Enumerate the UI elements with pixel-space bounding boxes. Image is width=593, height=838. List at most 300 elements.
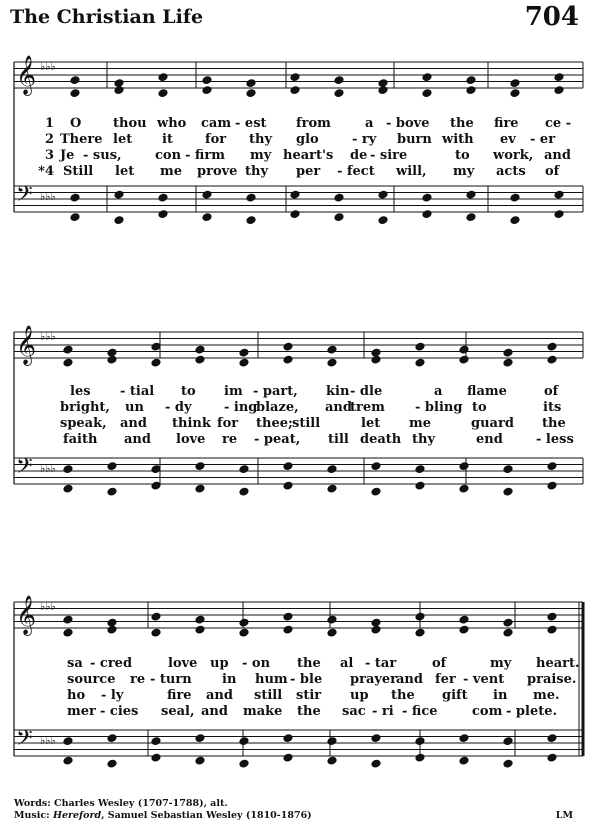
syllable: me xyxy=(160,164,183,179)
bass-note-head xyxy=(327,756,337,765)
alto-note-head xyxy=(547,355,557,364)
meter-label: LM xyxy=(555,810,573,821)
alto-note-head xyxy=(107,355,117,364)
syllable: who xyxy=(157,116,187,131)
alto-note-head xyxy=(63,358,73,367)
bass-note-head xyxy=(202,213,212,222)
syllable: end xyxy=(476,432,503,447)
alto-note-head xyxy=(107,625,117,634)
lyric-line-3-4 xyxy=(0,704,593,720)
syllable: There xyxy=(60,132,103,147)
tenor-note-head xyxy=(151,737,161,746)
syllable: - er xyxy=(530,132,556,147)
syllable: - cies xyxy=(100,704,139,719)
syllable: Je xyxy=(60,148,75,163)
syllable: thou xyxy=(113,116,147,131)
syllable: it xyxy=(162,132,173,147)
verse-number: 3 xyxy=(44,148,54,163)
alto-note-head xyxy=(459,355,469,364)
syllable: me. xyxy=(533,688,560,703)
syllable: up xyxy=(350,688,369,703)
lyric-line-2-1 xyxy=(0,384,593,400)
syllable: and xyxy=(201,704,228,719)
treble-note-head xyxy=(63,615,73,624)
treble-note-head xyxy=(415,342,425,351)
bass-note-head xyxy=(246,216,256,225)
syllable: gift xyxy=(442,688,468,703)
syllable: mer xyxy=(67,704,96,719)
alto-note-head xyxy=(415,358,425,367)
tenor-note-head xyxy=(503,737,513,746)
bass-note-head xyxy=(327,484,337,493)
syllable: with xyxy=(442,132,474,147)
treble-note-head xyxy=(283,612,293,621)
syllable: guard xyxy=(471,416,514,431)
syllable: cam xyxy=(201,116,232,131)
syllable: - ry xyxy=(352,132,377,147)
treble-note-head xyxy=(459,615,469,624)
syllable: love xyxy=(176,432,206,447)
bass-clef: 𝄢 xyxy=(16,726,33,756)
alto-note-head xyxy=(371,625,381,634)
syllable: - peat, xyxy=(254,432,301,447)
syllable: - bling xyxy=(415,400,463,415)
bass-clef: 𝄢 xyxy=(16,454,33,484)
treble-note-head xyxy=(510,79,520,88)
syllable: - fice xyxy=(402,704,438,719)
alto-note-head xyxy=(239,628,249,637)
bass-note-head xyxy=(63,484,73,493)
treble-note-head xyxy=(63,345,73,354)
bass-note-head xyxy=(195,484,205,493)
tenor-note-head xyxy=(114,190,124,199)
syllable: - less xyxy=(536,432,574,447)
bass-note-head xyxy=(63,756,73,765)
syllable: and xyxy=(396,672,423,687)
treble-note-head xyxy=(107,348,117,357)
syllable: stir xyxy=(296,688,322,703)
syllable: up xyxy=(210,656,229,671)
treble-note-head xyxy=(371,348,381,357)
bass-note-head xyxy=(415,481,425,490)
treble-note-head xyxy=(195,615,205,624)
syllable: and xyxy=(325,400,352,415)
hymn-title: The Christian Life xyxy=(10,6,204,28)
syllable: in xyxy=(493,688,508,703)
treble-note-head xyxy=(415,612,425,621)
tune-name: Hereford xyxy=(52,810,102,821)
tenor-note-head xyxy=(415,737,425,746)
treble-note-head xyxy=(334,76,344,85)
tenor-note-head xyxy=(459,462,469,471)
syllable: me xyxy=(409,416,432,431)
alto-note-head xyxy=(114,86,124,95)
syllable: con xyxy=(155,148,182,163)
treble-note-head xyxy=(195,345,205,354)
lyric-line-1-3 xyxy=(0,148,593,164)
alto-note-head xyxy=(466,86,476,95)
syllable: and xyxy=(124,432,151,447)
tenor-note-head xyxy=(283,734,293,743)
tenor-note-head xyxy=(459,734,469,743)
syllable: heart. xyxy=(536,656,580,671)
key-signature: ♭♭♭ xyxy=(40,462,56,475)
alto-note-head xyxy=(290,86,300,95)
bass-note-head xyxy=(415,753,425,762)
syllable: will, xyxy=(396,164,427,179)
tenor-note-head xyxy=(327,737,337,746)
syllable: fire xyxy=(494,116,519,131)
syllable: ce - xyxy=(545,116,572,131)
syllable: ho xyxy=(67,688,86,703)
syllable: fire xyxy=(167,688,192,703)
treble-note-head xyxy=(422,73,432,82)
bass-note-head xyxy=(283,753,293,762)
key-signature: ♭♭♭ xyxy=(40,190,56,203)
syllable: source xyxy=(67,672,116,687)
syllable: sac xyxy=(342,704,366,719)
words-label: Words: xyxy=(14,798,51,809)
tenor-note-head xyxy=(378,190,388,199)
bass-note-head xyxy=(503,759,513,768)
treble-note-head xyxy=(371,618,381,627)
syllable: and xyxy=(206,688,233,703)
lyric-line-3-1 xyxy=(0,656,593,672)
syllable: prayer xyxy=(350,672,398,687)
tenor-note-head xyxy=(239,737,249,746)
syllable: - sus, xyxy=(83,148,122,163)
syllable: - ri xyxy=(372,704,394,719)
treble-note-head xyxy=(547,612,557,621)
treble-note-head xyxy=(151,612,161,621)
syllable: thee; xyxy=(256,416,293,431)
tenor-note-head xyxy=(63,465,73,474)
alto-note-head xyxy=(378,86,388,95)
alto-note-head xyxy=(547,625,557,634)
alto-note-head xyxy=(63,628,73,637)
syllable: - plete. xyxy=(506,704,558,719)
syllable: al xyxy=(340,656,354,671)
tenor-note-head xyxy=(422,193,432,202)
tenor-note-head xyxy=(107,734,117,743)
bass-note-head xyxy=(239,759,249,768)
bass-note-head xyxy=(283,481,293,490)
alto-note-head xyxy=(151,358,161,367)
treble-note-head xyxy=(503,348,513,357)
syllable: acts xyxy=(496,164,526,179)
tenor-note-head xyxy=(283,462,293,471)
syllable: still xyxy=(254,688,283,703)
syllable: un xyxy=(125,400,144,415)
syllable: still xyxy=(292,416,321,431)
syllable: kin xyxy=(326,384,350,399)
alto-note-head xyxy=(327,628,337,637)
bass-note-head xyxy=(158,210,168,219)
treble-note-head xyxy=(239,348,249,357)
syllable: - cred xyxy=(90,656,133,671)
treble-note-head xyxy=(202,76,212,85)
syllable: make xyxy=(243,704,283,719)
bass-note-head xyxy=(239,487,249,496)
tenor-note-head xyxy=(334,193,344,202)
syllable: faith xyxy=(63,432,98,447)
syllable: of xyxy=(545,164,560,179)
words-author: Charles Wesley (1707-1788), alt. xyxy=(54,798,228,809)
syllable: fer xyxy=(435,672,456,687)
treble-note-head xyxy=(70,76,80,85)
treble-note-head xyxy=(107,618,117,627)
syllable: my xyxy=(490,656,512,671)
syllable: thy xyxy=(245,164,269,179)
syllable: - dy xyxy=(165,400,192,415)
verse-number: *4 xyxy=(38,164,54,179)
syllable: and xyxy=(120,416,147,431)
syllable: - turn xyxy=(150,672,192,687)
syllable: the xyxy=(391,688,415,703)
syllable: let xyxy=(115,164,135,179)
syllable: the xyxy=(297,656,321,671)
syllable: hum xyxy=(255,672,288,687)
bass-note-head xyxy=(371,487,381,496)
syllable: - ing xyxy=(224,400,258,415)
lyric-line-3-2 xyxy=(0,672,593,688)
syllable: the xyxy=(542,416,566,431)
syllable: from xyxy=(296,116,331,131)
syllable: ev xyxy=(500,132,516,147)
lyric-line-3-3 xyxy=(0,688,593,704)
syllable: to xyxy=(181,384,196,399)
syllable: re xyxy=(222,432,238,447)
words-credit xyxy=(14,798,312,810)
alto-note-head xyxy=(327,358,337,367)
alto-note-head xyxy=(246,89,256,98)
treble-note-head xyxy=(466,76,476,85)
music-credit xyxy=(14,810,312,822)
music-label: Music: xyxy=(14,810,50,821)
lyric-line-2-3 xyxy=(0,416,593,432)
syllable: let xyxy=(113,132,133,147)
alto-note-head xyxy=(195,355,205,364)
syllable: - tar xyxy=(365,656,397,671)
verse-number: 1 xyxy=(44,116,54,131)
bass-note-head xyxy=(114,216,124,225)
syllable: think xyxy=(172,416,211,431)
credits xyxy=(14,798,312,822)
syllable: the xyxy=(450,116,474,131)
tenor-note-head xyxy=(107,462,117,471)
syllable: flame xyxy=(467,384,507,399)
key-signature: ♭♭♭ xyxy=(40,734,56,747)
syllable: prove xyxy=(197,164,238,179)
lyric-line-1-2 xyxy=(0,132,593,148)
bass-note-head xyxy=(422,210,432,219)
treble-note-head xyxy=(503,618,513,627)
alto-note-head xyxy=(202,86,212,95)
bass-note-head xyxy=(195,756,205,765)
syllable: its xyxy=(543,400,562,415)
bass-note-head xyxy=(70,213,80,222)
syllable: of xyxy=(544,384,559,399)
syllable: speak, xyxy=(60,416,107,431)
treble-note-head xyxy=(239,618,249,627)
bass-note-head xyxy=(371,759,381,768)
alto-note-head xyxy=(195,625,205,634)
syllable: and xyxy=(544,148,571,163)
syllable: - tial xyxy=(120,384,155,399)
bass-clef: 𝄢 xyxy=(16,182,33,212)
syllable: im xyxy=(224,384,243,399)
alto-note-head xyxy=(503,628,513,637)
bass-note-head xyxy=(107,487,117,496)
hymn-number: 704 xyxy=(524,2,579,32)
bass-note-head xyxy=(547,481,557,490)
alto-note-head xyxy=(371,355,381,364)
lyric-line-2-2 xyxy=(0,400,593,416)
tenor-note-head xyxy=(70,193,80,202)
syllable: les xyxy=(70,384,91,399)
alto-note-head xyxy=(459,625,469,634)
alto-note-head xyxy=(415,628,425,637)
tenor-note-head xyxy=(371,734,381,743)
tenor-note-head xyxy=(510,193,520,202)
tenor-note-head xyxy=(158,193,168,202)
treble-note-head xyxy=(327,345,337,354)
syllable: the xyxy=(297,704,321,719)
tenor-note-head xyxy=(371,462,381,471)
syllable: de xyxy=(350,148,368,163)
alto-note-head xyxy=(151,628,161,637)
alto-note-head xyxy=(503,358,513,367)
syllable: a xyxy=(365,116,374,131)
bass-note-head xyxy=(459,484,469,493)
syllable: heart's xyxy=(283,148,334,163)
syllable: to xyxy=(455,148,470,163)
syllable: love xyxy=(168,656,198,671)
bass-note-head xyxy=(503,487,513,496)
syllable: of xyxy=(432,656,447,671)
bass-note-head xyxy=(466,213,476,222)
bass-note-head xyxy=(554,210,564,219)
syllable: re xyxy=(130,672,146,687)
syllable: thy xyxy=(249,132,273,147)
composer: , Samuel Sebastian Wesley (1810-1876) xyxy=(101,810,312,821)
alto-note-head xyxy=(158,89,168,98)
alto-note-head xyxy=(334,89,344,98)
syllable: per xyxy=(296,164,321,179)
syllable: com xyxy=(472,704,503,719)
treble-note-head xyxy=(554,73,564,82)
syllable: - est xyxy=(235,116,267,131)
tenor-note-head xyxy=(202,190,212,199)
syllable: - on xyxy=(242,656,271,671)
syllable: to xyxy=(472,400,487,415)
syllable: - vent xyxy=(463,672,505,687)
treble-note-head xyxy=(246,79,256,88)
tenor-note-head xyxy=(239,465,249,474)
lyric-line-2-4 xyxy=(0,432,593,448)
treble-note-head xyxy=(459,345,469,354)
syllable: in xyxy=(222,672,237,687)
syllable: praise. xyxy=(527,672,577,687)
treble-clef: 𝄞 xyxy=(16,595,37,635)
syllable: my xyxy=(453,164,475,179)
tenor-note-head xyxy=(547,734,557,743)
treble-note-head xyxy=(158,73,168,82)
lyric-line-1-1 xyxy=(0,116,593,132)
tenor-note-head xyxy=(290,190,300,199)
syllable: sa xyxy=(67,656,83,671)
treble-note-head xyxy=(327,615,337,624)
alto-note-head xyxy=(283,625,293,634)
key-signature: ♭♭♭ xyxy=(40,600,56,613)
syllable: death xyxy=(360,432,402,447)
bass-note-head xyxy=(547,753,557,762)
syllable: for xyxy=(217,416,239,431)
tenor-note-head xyxy=(195,462,205,471)
alto-note-head xyxy=(70,89,80,98)
alto-note-head xyxy=(283,355,293,364)
syllable: a xyxy=(434,384,443,399)
syllable: trem xyxy=(350,400,385,415)
treble-note-head xyxy=(283,342,293,351)
syllable: O xyxy=(70,116,82,131)
tenor-note-head xyxy=(466,190,476,199)
tenor-note-head xyxy=(503,465,513,474)
treble-note-head xyxy=(290,73,300,82)
tenor-note-head xyxy=(246,193,256,202)
verse-number: 2 xyxy=(44,132,54,147)
syllable: - bove xyxy=(386,116,430,131)
syllable: for xyxy=(205,132,227,147)
alto-note-head xyxy=(422,89,432,98)
syllable: let xyxy=(361,416,381,431)
syllable: glo xyxy=(296,132,319,147)
bass-note-head xyxy=(334,213,344,222)
alto-note-head xyxy=(510,89,520,98)
alto-note-head xyxy=(554,86,564,95)
treble-note-head xyxy=(114,79,124,88)
bass-note-head xyxy=(290,210,300,219)
syllable: till xyxy=(328,432,349,447)
syllable: burn xyxy=(397,132,432,147)
syllable: - dle xyxy=(350,384,383,399)
bass-note-head xyxy=(378,216,388,225)
bass-note-head xyxy=(510,216,520,225)
lyric-line-1-4 xyxy=(0,164,593,180)
syllable: my xyxy=(250,148,272,163)
bass-note-head xyxy=(459,756,469,765)
alto-note-head xyxy=(239,358,249,367)
syllable: thy xyxy=(412,432,436,447)
tenor-note-head xyxy=(63,737,73,746)
bass-note-head xyxy=(107,759,117,768)
syllable: blaze, xyxy=(256,400,299,415)
syllable: - part, xyxy=(253,384,298,399)
syllable: seal, xyxy=(161,704,195,719)
key-signature: ♭♭♭ xyxy=(40,330,56,343)
syllable: - ble xyxy=(290,672,323,687)
syllable: - sire xyxy=(370,148,408,163)
syllable: - firm xyxy=(185,148,225,163)
treble-clef: 𝄞 xyxy=(16,55,37,95)
syllable: - fect xyxy=(337,164,375,179)
key-signature: ♭♭♭ xyxy=(40,60,56,73)
tenor-note-head xyxy=(327,465,337,474)
tenor-note-head xyxy=(554,190,564,199)
syllable: Still xyxy=(63,164,94,179)
syllable: work, xyxy=(493,148,534,163)
tenor-note-head xyxy=(547,462,557,471)
